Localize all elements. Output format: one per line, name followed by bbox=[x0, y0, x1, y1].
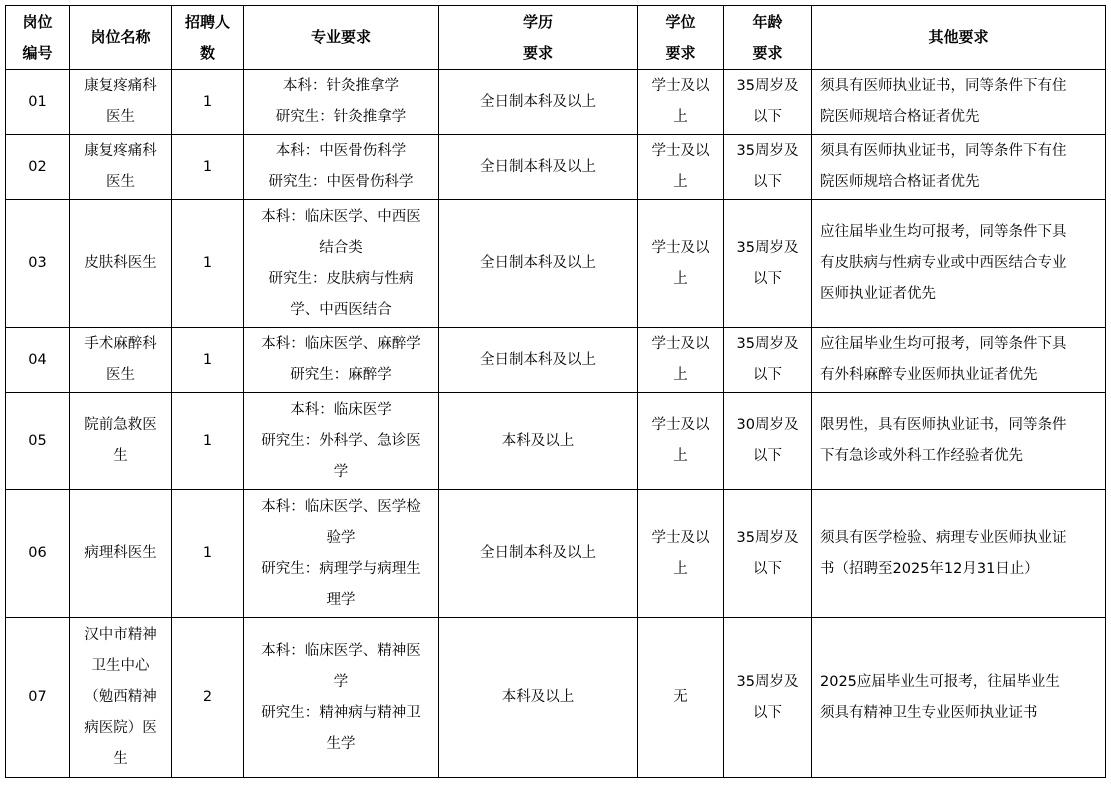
table-row bbox=[6, 393, 1106, 490]
header-row bbox=[6, 6, 1106, 70]
cell-major: 本科：针灸推拿学 研究生：针灸推拿学 bbox=[244, 70, 439, 135]
cell-education: 全日制本科及以上 bbox=[439, 135, 638, 200]
cell-name: 康复疼痛科 医生 bbox=[70, 135, 172, 200]
cell-major: 本科：临床医学、精神医 学 研究生：精神病与精神卫 生学 bbox=[244, 618, 439, 778]
cell-id: 01 bbox=[6, 70, 70, 135]
cell-other: 须具有医师执业证书，同等条件下有住 院医师规培合格证者优先 bbox=[812, 135, 1106, 200]
header-major: 专业要求 bbox=[244, 6, 439, 70]
cell-id: 06 bbox=[6, 490, 70, 618]
header-age: 年龄 要求 bbox=[724, 6, 812, 70]
cell-age: 35周岁及 以下 bbox=[724, 490, 812, 618]
cell-degree: 无 bbox=[638, 618, 724, 778]
cell-name: 汉中市精神 卫生中心 （勉西精神 病医院）医 生 bbox=[70, 618, 172, 778]
cell-name: 院前急救医 生 bbox=[70, 393, 172, 490]
cell-degree: 学士及以 上 bbox=[638, 490, 724, 618]
cell-count: 1 bbox=[172, 328, 244, 393]
header-id: 岗位 编号 bbox=[6, 6, 70, 70]
cell-age: 35周岁及 以下 bbox=[724, 200, 812, 328]
cell-count: 1 bbox=[172, 490, 244, 618]
cell-count: 1 bbox=[172, 393, 244, 490]
cell-name: 手术麻醉科 医生 bbox=[70, 328, 172, 393]
cell-count: 1 bbox=[172, 70, 244, 135]
cell-degree: 学士及以 上 bbox=[638, 135, 724, 200]
cell-other: 限男性，具有医师执业证书，同等条件 下有急诊或外科工作经验者优先 bbox=[812, 393, 1106, 490]
header-name: 岗位名称 bbox=[70, 6, 172, 70]
cell-id: 04 bbox=[6, 328, 70, 393]
cell-age: 35周岁及 以下 bbox=[724, 328, 812, 393]
cell-degree: 学士及以 上 bbox=[638, 328, 724, 393]
cell-count: 2 bbox=[172, 618, 244, 778]
header-count: 招聘人 数 bbox=[172, 6, 244, 70]
table-row bbox=[6, 200, 1106, 328]
cell-major: 本科：临床医学 研究生：外科学、急诊医 学 bbox=[244, 393, 439, 490]
cell-age: 35周岁及 以下 bbox=[724, 618, 812, 778]
cell-name: 皮肤科医生 bbox=[70, 200, 172, 328]
cell-other: 须具有医师执业证书，同等条件下有住 院医师规培合格证者优先 bbox=[812, 70, 1106, 135]
cell-education: 全日制本科及以上 bbox=[439, 328, 638, 393]
cell-major: 本科：临床医学、麻醉学 研究生：麻醉学 bbox=[244, 328, 439, 393]
cell-education: 本科及以上 bbox=[439, 618, 638, 778]
cell-education: 全日制本科及以上 bbox=[439, 70, 638, 135]
table-row bbox=[6, 618, 1106, 778]
cell-name: 康复疼痛科 医生 bbox=[70, 70, 172, 135]
cell-other: 须具有医学检验、病理专业医师执业证 书（招聘至2025年12月31日止） bbox=[812, 490, 1106, 618]
header-degree: 学位 要求 bbox=[638, 6, 724, 70]
cell-degree: 学士及以 上 bbox=[638, 200, 724, 328]
cell-degree: 学士及以 上 bbox=[638, 70, 724, 135]
recruitment-table bbox=[5, 5, 1106, 778]
header-education: 学历 要求 bbox=[439, 6, 638, 70]
table-row bbox=[6, 135, 1106, 200]
cell-age: 35周岁及 以下 bbox=[724, 70, 812, 135]
cell-other: 2025应届毕业生可报考，往届毕业生 须具有精神卫生专业医师执业证书 bbox=[812, 618, 1106, 778]
table-row bbox=[6, 328, 1106, 393]
cell-other: 应往届毕业生均可报考，同等条件下具 有外科麻醉专业医师执业证者优先 bbox=[812, 328, 1106, 393]
cell-age: 35周岁及 以下 bbox=[724, 135, 812, 200]
cell-major: 本科：临床医学、医学检 验学 研究生：病理学与病理生 理学 bbox=[244, 490, 439, 618]
cell-id: 07 bbox=[6, 618, 70, 778]
cell-id: 02 bbox=[6, 135, 70, 200]
cell-education: 全日制本科及以上 bbox=[439, 490, 638, 618]
table-row bbox=[6, 70, 1106, 135]
cell-age: 30周岁及 以下 bbox=[724, 393, 812, 490]
cell-id: 05 bbox=[6, 393, 70, 490]
cell-major: 本科：中医骨伤科学 研究生：中医骨伤科学 bbox=[244, 135, 439, 200]
cell-education: 全日制本科及以上 bbox=[439, 200, 638, 328]
cell-id: 03 bbox=[6, 200, 70, 328]
cell-count: 1 bbox=[172, 135, 244, 200]
cell-other: 应往届毕业生均可报考，同等条件下具 有皮肤病与性病专业或中西医结合专业 医师执业证者优先 bbox=[812, 200, 1106, 328]
cell-education: 本科及以上 bbox=[439, 393, 638, 490]
table-row bbox=[6, 490, 1106, 618]
header-other: 其他要求 bbox=[812, 6, 1106, 70]
cell-degree: 学士及以 上 bbox=[638, 393, 724, 490]
cell-major: 本科：临床医学、中西医 结合类 研究生：皮肤病与性病 学、中西医结合 bbox=[244, 200, 439, 328]
cell-name: 病理科医生 bbox=[70, 490, 172, 618]
cell-count: 1 bbox=[172, 200, 244, 328]
